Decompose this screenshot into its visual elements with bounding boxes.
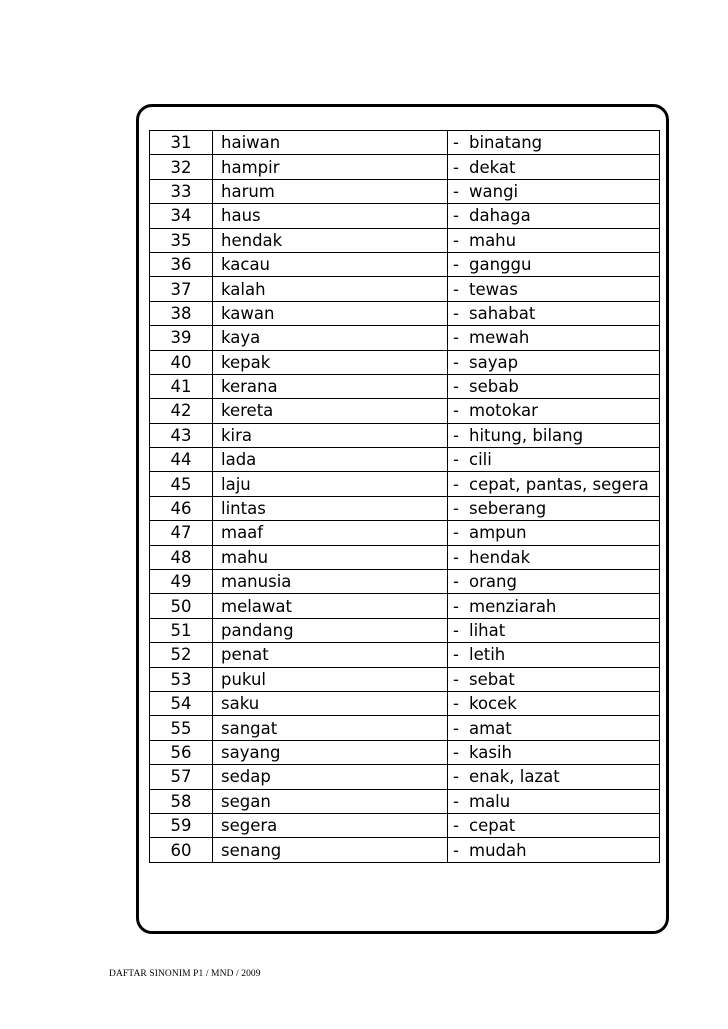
word-cell: hendak: [213, 228, 448, 252]
table-row: [150, 423, 660, 447]
synonym-text: mahu: [469, 230, 517, 250]
row-number: 58: [150, 789, 213, 813]
synonym-text: enak, lazat: [469, 767, 560, 787]
table-row: [150, 374, 660, 398]
table-row: [150, 570, 660, 594]
row-number: 43: [150, 423, 213, 447]
row-number: 39: [150, 326, 213, 350]
dash-separator: -: [453, 352, 459, 372]
row-number: 54: [150, 691, 213, 715]
synonym-text: lihat: [469, 621, 506, 640]
row-number: 56: [150, 740, 213, 764]
word-cell: penat: [213, 643, 448, 667]
dash-separator: -: [453, 816, 459, 836]
row-number: 44: [150, 448, 213, 472]
row-number: 35: [150, 228, 213, 252]
synonym-text: mewah: [469, 328, 530, 348]
synonym-text: hendak: [469, 547, 531, 567]
synonym-cell: [448, 301, 660, 325]
table-row: [150, 131, 660, 155]
synonym-text: binatang: [469, 133, 543, 153]
word-cell: pandang: [213, 618, 448, 642]
synonym-cell: [448, 618, 660, 642]
row-number: 59: [150, 813, 213, 837]
table-row: [150, 472, 660, 496]
synonym-text: motokar: [469, 401, 538, 421]
dash-separator: -: [453, 377, 459, 397]
table-row: [150, 448, 660, 472]
table-row: [150, 667, 660, 691]
row-number: 42: [150, 399, 213, 423]
synonym-text: kocek: [469, 694, 517, 714]
row-number: 50: [150, 594, 213, 618]
row-number: 40: [150, 350, 213, 374]
synonym-text: kasih: [469, 742, 513, 762]
row-number: 57: [150, 765, 213, 789]
row-number: 34: [150, 204, 213, 228]
word-cell: kaya: [213, 326, 448, 350]
table-row: [150, 496, 660, 520]
synonym-text: sebat: [469, 669, 515, 689]
word-cell: kacau: [213, 252, 448, 276]
table-row: [150, 350, 660, 374]
table-row: [150, 716, 660, 740]
synonym-text: letih: [469, 645, 506, 665]
word-cell: pukul: [213, 667, 448, 691]
table-row: [150, 813, 660, 837]
dash-separator: -: [453, 425, 459, 445]
dash-separator: -: [453, 181, 459, 201]
synonym-cell: [448, 496, 660, 520]
word-cell: haiwan: [213, 131, 448, 155]
synonym-text: wangi: [469, 181, 519, 201]
dash-separator: -: [453, 621, 459, 640]
table-row: [150, 155, 660, 179]
row-number: 55: [150, 716, 213, 740]
dash-separator: -: [453, 450, 459, 470]
dash-separator: -: [453, 718, 459, 738]
synonym-text: orang: [469, 572, 517, 592]
synonym-cell: [448, 765, 660, 789]
synonym-cell: [448, 399, 660, 423]
synonym-cell: [448, 716, 660, 740]
row-number: 52: [150, 643, 213, 667]
row-number: 38: [150, 301, 213, 325]
dash-separator: -: [453, 791, 459, 811]
synonym-text: menziarah: [469, 596, 557, 616]
synonym-cell: [448, 740, 660, 764]
table-row: [150, 301, 660, 325]
dash-separator: -: [453, 645, 459, 665]
word-cell: kalah: [213, 277, 448, 301]
word-cell: sangat: [213, 716, 448, 740]
synonym-text: tewas: [469, 279, 518, 299]
synonym-text: cepat: [469, 816, 516, 836]
dash-separator: -: [453, 328, 459, 348]
table-row: [150, 643, 660, 667]
synonym-table-body: [150, 131, 660, 863]
synonym-text: sayap: [469, 352, 519, 372]
synonym-text: mudah: [469, 840, 527, 860]
word-cell: segera: [213, 813, 448, 837]
table-row: [150, 594, 660, 618]
synonym-text: sebab: [469, 377, 519, 397]
dash-separator: -: [453, 206, 459, 226]
synonym-cell: [448, 326, 660, 350]
word-cell: kira: [213, 423, 448, 447]
dash-separator: -: [453, 230, 459, 250]
synonym-cell: [448, 838, 660, 862]
synonym-text: seberang: [469, 499, 547, 519]
synonym-cell: [448, 374, 660, 398]
synonym-cell: [448, 643, 660, 667]
dash-separator: -: [453, 474, 459, 494]
table-row: [150, 691, 660, 715]
table-row: [150, 252, 660, 276]
word-cell: lada: [213, 448, 448, 472]
word-cell: lintas: [213, 496, 448, 520]
dash-separator: -: [453, 694, 459, 714]
dash-separator: -: [453, 742, 459, 762]
word-cell: laju: [213, 472, 448, 496]
row-number: 32: [150, 155, 213, 179]
dash-separator: -: [453, 547, 459, 567]
dash-separator: -: [453, 840, 459, 860]
document-footer: DAFTAR SINONIM P1 / MND / 2009: [109, 969, 261, 979]
row-number: 31: [150, 131, 213, 155]
word-cell: haus: [213, 204, 448, 228]
row-number: 51: [150, 618, 213, 642]
dash-separator: -: [453, 767, 459, 787]
dash-separator: -: [453, 133, 459, 153]
row-number: 46: [150, 496, 213, 520]
synonym-cell: [448, 252, 660, 276]
dash-separator: -: [453, 279, 459, 299]
synonym-cell: [448, 594, 660, 618]
table-row: [150, 399, 660, 423]
synonym-cell: [448, 789, 660, 813]
row-number: 53: [150, 667, 213, 691]
row-number: 33: [150, 179, 213, 203]
dash-separator: -: [453, 303, 459, 323]
word-cell: sayang: [213, 740, 448, 764]
row-number: 60: [150, 838, 213, 862]
word-cell: mahu: [213, 545, 448, 569]
row-number: 47: [150, 521, 213, 545]
word-cell: sedap: [213, 765, 448, 789]
synonym-text: ampun: [469, 523, 527, 543]
row-number: 37: [150, 277, 213, 301]
table-row: [150, 838, 660, 862]
row-number: 49: [150, 570, 213, 594]
synonym-text: hitung, bilang: [469, 425, 584, 445]
synonym-cell: [448, 813, 660, 837]
synonym-cell: [448, 131, 660, 155]
synonym-cell: [448, 277, 660, 301]
dash-separator: -: [453, 401, 459, 421]
synonym-cell: [448, 228, 660, 252]
synonym-text: sahabat: [469, 303, 536, 323]
word-cell: harum: [213, 179, 448, 203]
table-row: [150, 228, 660, 252]
table-row: [150, 179, 660, 203]
synonym-cell: [448, 448, 660, 472]
dash-separator: -: [453, 523, 459, 543]
synonym-cell: [448, 155, 660, 179]
synonym-cell: [448, 545, 660, 569]
table-row: [150, 740, 660, 764]
table-row: [150, 618, 660, 642]
table-row: [150, 521, 660, 545]
dash-separator: -: [453, 669, 459, 689]
word-cell: manusia: [213, 570, 448, 594]
synonym-text: amat: [469, 718, 512, 738]
row-number: 41: [150, 374, 213, 398]
dash-separator: -: [453, 499, 459, 519]
synonym-text: cili: [469, 450, 492, 470]
synonym-cell: [448, 521, 660, 545]
synonym-cell: [448, 691, 660, 715]
synonym-cell: [448, 350, 660, 374]
synonym-cell: [448, 667, 660, 691]
row-number: 45: [150, 472, 213, 496]
row-number: 48: [150, 545, 213, 569]
word-cell: saku: [213, 691, 448, 715]
word-cell: kawan: [213, 301, 448, 325]
synonym-text: cepat, pantas, segera: [469, 474, 649, 494]
table-row: [150, 204, 660, 228]
synonym-cell: [448, 570, 660, 594]
synonym-table: [149, 130, 660, 863]
table-row: [150, 789, 660, 813]
synonym-cell: [448, 423, 660, 447]
table-row: [150, 545, 660, 569]
synonym-text: dahaga: [469, 206, 531, 226]
synonym-text: malu: [469, 791, 511, 811]
synonym-cell: [448, 204, 660, 228]
word-cell: kerana: [213, 374, 448, 398]
word-cell: segan: [213, 789, 448, 813]
word-cell: kepak: [213, 350, 448, 374]
word-cell: senang: [213, 838, 448, 862]
synonym-cell: [448, 179, 660, 203]
word-cell: kereta: [213, 399, 448, 423]
row-number: 36: [150, 252, 213, 276]
synonym-cell: [448, 472, 660, 496]
synonym-text: ganggu: [469, 255, 532, 275]
dash-separator: -: [453, 157, 459, 177]
synonym-text: dekat: [469, 157, 516, 177]
table-row: [150, 277, 660, 301]
dash-separator: -: [453, 255, 459, 275]
table-row: [150, 765, 660, 789]
table-row: [150, 326, 660, 350]
word-cell: maaf: [213, 521, 448, 545]
word-cell: melawat: [213, 594, 448, 618]
dash-separator: -: [453, 596, 459, 616]
dash-separator: -: [453, 572, 459, 592]
word-cell: hampir: [213, 155, 448, 179]
